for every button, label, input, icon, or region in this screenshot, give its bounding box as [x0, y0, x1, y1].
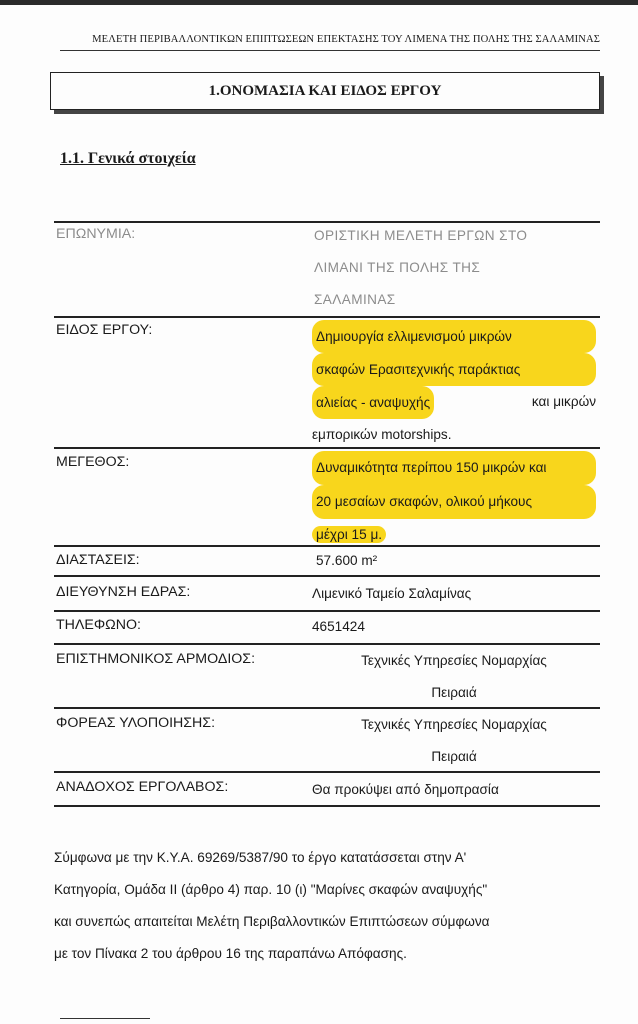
value-text: και μικρών [531, 394, 596, 409]
value-line: εμπορικών motorships. [312, 427, 452, 442]
table-row-label: ΕΙΔΟΣ ΕΡΓΟΥ: [56, 322, 153, 338]
paragraph-line: Κατηγορία, Ομάδα ΙΙ (άρθρο 4) παρ. 10 (ι) "Μαρίνες σκαφών αναψυχής" [54, 882, 488, 897]
subsection-title: 1.1. Γενικά στοιχεία [60, 150, 196, 167]
header-rule [60, 50, 600, 51]
table-row-value: Θα προκύψει από δημοπρασία [312, 782, 499, 797]
table-row-value [312, 320, 596, 450]
table-row-label: ΜΕΓΕΘΟΣ: [56, 454, 130, 470]
highlighted-text: μέχρι 15 μ. [312, 526, 386, 543]
value-line: Τεχνικές Υπηρεσίες Νομαρχίας [361, 717, 547, 732]
table-row-value [314, 220, 598, 316]
table-row-label: ΑΝΑΔΟΧΟΣ ΕΡΓΟΛΑΒΟΣ: [56, 779, 229, 795]
value-line: Τεχνικές Υπηρεσίες Νομαρχίας [361, 653, 547, 668]
highlighted-text: Δημιουργία ελλιμενισμού μικρών [312, 320, 596, 353]
highlighted-text: σκαφών Ερασιτεχνικής παράκτιας [312, 353, 596, 386]
paragraph-line: με τον Πίνακα 2 του άρθρου 16 της παραπάνω Απόφασης. [54, 946, 407, 961]
value-line: ΛΙΜΑΝΙ ΤΗΣ ΠΟΛΗΣ ΤΗΣ [314, 260, 481, 275]
table-row-value: Λιμενικό Ταμείο Σαλαμίνας [312, 586, 472, 601]
section-title: 1.ΟΝΟΜΑΣΙΑ ΚΑΙ ΕΙΔΟΣ ΕΡΓΟΥ [208, 82, 442, 99]
table-row-label: ΕΠΙΣΤΗΜΟΝΙΚΟΣ ΑΡΜΟΔΙΟΣ: [56, 651, 256, 667]
section-title-box [50, 72, 600, 110]
table-row-value: 57.600 m² [316, 553, 378, 568]
value-line: ΣΑΛΑΜΙΝΑΣ [314, 292, 396, 307]
table-row-value [312, 709, 596, 773]
table-row-label: ΦΟΡΕΑΣ ΥΛΟΠΟΙΗΣΗΣ: [56, 715, 216, 731]
table-row-value: 4651424 [312, 619, 365, 634]
table-row-label: ΤΗΛΕΦΩΝΟ: [56, 617, 142, 633]
table-row-value [312, 645, 596, 709]
value-line: Πειραιά [431, 749, 477, 764]
table-row-value [312, 451, 596, 551]
value-line: ΟΡΙΣΤΙΚΗ ΜΕΛΕΤΗ ΕΡΓΩΝ ΣΤΟ [314, 228, 528, 243]
scan-top-edge [0, 0, 638, 5]
table-row-label: ΔΙΑΣΤΑΣΕΙΣ: [56, 552, 140, 568]
footnote-rule [60, 1018, 150, 1019]
value-line: Πειραιά [431, 685, 477, 700]
paragraph-line: και συνεπώς απαιτείται Μελέτη Περιβαλλοντικών Επιπτώσεων σύμφωνα [54, 914, 490, 929]
running-header: ΜΕΛΕΤΗ ΠΕΡΙΒΑΛΛΟΝΤΙΚΩΝ ΕΠΙΠΤΩΣΕΩΝ ΕΠΕΚΤΑΣΗΣ ΤΟΥ ΛΙΜΕΝΑ ΤΗΣ ΠΟΛΗΣ ΤΗΣ ΣΑΛΑΜΙΝΑΣ [92, 34, 600, 45]
highlighted-text: Δυναμικότητα περίπου 150 μικρών και [312, 451, 596, 485]
highlighted-text: 20 μεσαίων σκαφών, ολικού μήκους [312, 485, 596, 519]
table-rule [54, 316, 600, 318]
highlighted-text: αλιείας - αναψυχής [312, 386, 434, 419]
classification-paragraph [54, 842, 602, 970]
table-row-label: ΕΠΩΝΥΜΙΑ: [56, 226, 136, 242]
paragraph-line: Σύμφωνα με την Κ.Υ.Α. 69269/5387/90 το έργο κατατάσσεται στην Α' [54, 850, 467, 865]
table-row-label: ΔΙΕΥΘΥΝΣΗ ΕΔΡΑΣ: [56, 584, 191, 600]
